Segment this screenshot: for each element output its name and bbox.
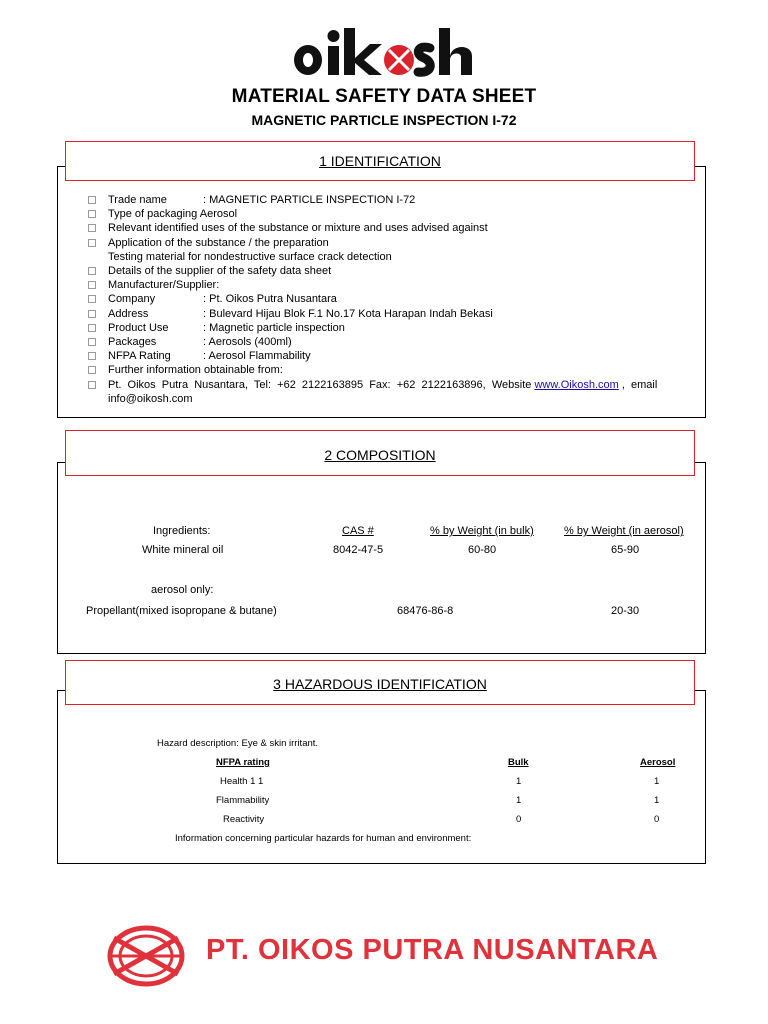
hazard-row-bulk: 0 (516, 814, 522, 825)
list-item: NFPA Rating : Aerosol Flammability (88, 349, 657, 363)
checkbox-bullet-icon (88, 267, 96, 275)
list-item: Company : Pt. Oikos Putra Nusantara (88, 292, 657, 306)
list-item: Trade name : MAGNETIC PARTICLE INSPECTION I-72 (88, 193, 657, 207)
oikosh-logo-icon (284, 22, 484, 82)
col-cas-header: CAS # (342, 525, 374, 537)
hazard-row-aerosol: 0 (654, 814, 660, 825)
list-item: Further information obtainable from: (88, 363, 657, 377)
ingredient-aerosol: 65-90 (611, 544, 640, 556)
checkbox-bullet-icon (88, 352, 96, 360)
section-heading: 1 IDENTIFICATION (319, 153, 441, 169)
email-text: info@oikosh.com (108, 392, 193, 405)
hazard-row-bulk: 1 (516, 795, 522, 806)
company-logo (0, 22, 768, 82)
list-item: Packages : Aerosols (400ml) (88, 335, 657, 349)
list-item: Manufacturer/Supplier: (88, 278, 657, 292)
checkbox-bullet-icon (88, 281, 96, 289)
checkbox-bullet-icon (88, 239, 96, 247)
ingredient-cas: 8042-47-5 (333, 544, 384, 556)
document-title: MATERIAL SAFETY DATA SHEET (231, 86, 537, 107)
checkbox-bullet-icon (88, 310, 96, 318)
col-aerosol-header: Aerosol (640, 757, 676, 768)
list-item: Relevant identified uses of the substance or mixture and uses advised against (88, 221, 657, 235)
ingredient-name: Propellant(mixed isopropane & butane) (86, 605, 277, 617)
checkbox-bullet-icon (88, 295, 96, 303)
footer-brand (104, 924, 664, 988)
ingredient-cas: 68476-86-8 (397, 605, 454, 617)
checkbox-bullet-icon (88, 381, 96, 389)
list-item: Type of packaging Aerosol (88, 207, 657, 221)
identification-header (65, 141, 695, 181)
col-bulk-header: % by Weight (in bulk) (430, 525, 534, 537)
company-emblem-icon (104, 924, 188, 988)
document-subtitle: MAGNETIC PARTICLE INSPECTION I-72 (251, 112, 517, 128)
hazard-row-bulk: 1 (516, 776, 522, 787)
hazard-info-text: Information concerning particular hazards for human and environment: (175, 833, 472, 844)
website-link[interactable]: www.Oikosh.com (534, 378, 619, 391)
composition-header (65, 430, 695, 476)
list-item: Testing material for nondestructive surface crack detection (108, 250, 392, 263)
col-ingredients-header: Ingredients: (153, 525, 211, 537)
ingredient-aerosol: 20-30 (611, 605, 640, 617)
aerosol-only-label: aerosol only: (151, 584, 214, 596)
hazard-row-name: Health 1 1 (220, 776, 264, 787)
hazard-description: Hazard description: Eye & skin irritant. (157, 738, 319, 749)
checkbox-bullet-icon (88, 366, 96, 374)
checkbox-bullet-icon (88, 210, 96, 218)
hazard-row-aerosol: 1 (654, 776, 660, 787)
section-heading: 3 HAZARDOUS IDENTIFICATION (273, 676, 487, 692)
list-item: Address : Bulevard Hijau Blok F.1 No.17 Kota Harapan Indah Bekasi (88, 307, 657, 321)
composition-section (57, 462, 706, 654)
checkbox-bullet-icon (88, 324, 96, 332)
identification-list (88, 193, 657, 406)
checkbox-bullet-icon (88, 196, 96, 204)
footer-company-name: PT. OIKOS PUTRA NUSANTARA (206, 934, 659, 966)
list-item: Pt. Oikos Putra Nusantara, Tel: +62 2122163895 Fax: +62 2122163896, Website www.Oikosh.com , email (88, 378, 657, 392)
list-item: Product Use : Magnetic particle inspection (88, 321, 657, 335)
hazards-header (65, 660, 695, 705)
col-bulk-header: Bulk (508, 757, 529, 768)
section-heading: 2 COMPOSITION (324, 447, 436, 463)
col-aerosol-header: % by Weight (in aerosol) (564, 525, 684, 537)
list-item: Details of the supplier of the safety data sheet (88, 264, 657, 278)
ingredient-bulk: 60-80 (468, 544, 497, 556)
checkbox-bullet-icon (88, 224, 96, 232)
list-item (88, 392, 657, 406)
list-item: Application of the substance / the preparation (88, 236, 657, 250)
ingredient-name: White mineral oil (142, 544, 224, 556)
hazard-row-name: Reactivity (223, 814, 265, 825)
col-rating-header: NFPA rating (216, 757, 270, 768)
checkbox-bullet-icon (88, 338, 96, 346)
hazard-row-aerosol: 1 (654, 795, 660, 806)
hazard-row-name: Flammability (216, 795, 270, 806)
